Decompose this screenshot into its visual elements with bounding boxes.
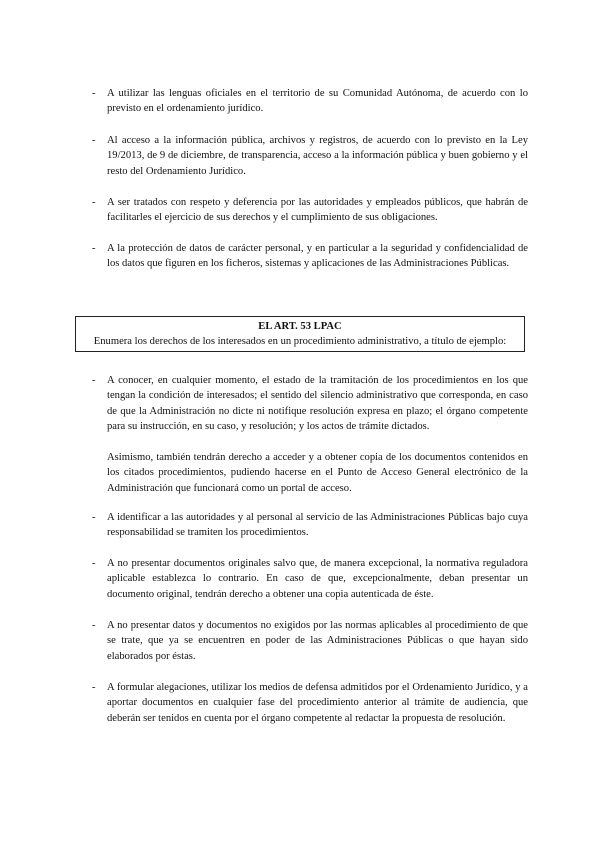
list-item-text: A utilizar las lenguas oficiales en el territorio de su Comunidad Autónoma, de acuerdo con lo previsto en el ordenamiento jurídico. [107,88,528,115]
list-dash: - [92,558,96,569]
list-item-text: A la protección de datos de carácter personal, y en particular a la seguridad y confidencialidad de los datos que figuren en los ficheros, sistemas y aplicaciones de las Administraciones Públicas. [107,243,528,270]
list-item [92,373,528,435]
list-item [92,86,528,117]
list-item [92,241,528,272]
list-item-text: A formular alegaciones, utilizar los medios de defensa admitidos por el Ordenamiento Jurídico, y a aportar documentos en cualquier fase del procedimiento anterior al trámite de audiencia, que deberán ser tenidos en cuenta por el órgano competente al redactar la propuesta de resolución. [107,682,528,724]
list-dash: - [92,243,96,254]
list-item [92,680,528,726]
list-dash: - [92,88,96,99]
list-dash: - [92,197,96,208]
list-dash: - [92,375,96,386]
list-item-text: A no presentar datos y documentos no exigidos por las normas aplicables al procedimiento de que se trate, que ya se encuentren en poder de las Administraciones Públicas o que hayan sido elaborados por éstas. [107,620,528,662]
list-item [92,133,528,179]
list-item [92,618,528,664]
list-item-text: Al acceso a la información pública, archivos y registros, de acuerdo con lo previsto en la Ley 19/2013, de 9 de diciembre, de transparencia, acceso a la información pública y buen gobierno y el resto del Ordenamiento Jurídico. [107,135,528,177]
article-heading-box [75,316,525,352]
list-dash: - [92,682,96,693]
article-title: EL ART. 53 LPAC [258,321,342,332]
list-dash: - [92,135,96,146]
list-item-continuation: Asimismo, también tendrán derecho a acceder y a obtener copia de los documentos contenidos en los citados procedimientos, pudiendo hacerse en el Punto de Acceso General electrónico de la Administración que funcionará como un portal de acceso. [107,452,528,494]
list-item [92,510,528,541]
article-description: Enumera los derechos de los interesados en un procedimiento administrativo, a título de ejemplo: [93,336,507,348]
list-item [92,195,528,226]
list-item-text: A no presentar documentos originales salvo que, de manera excepcional, la normativa reguladora aplicable establezca lo contrario. En caso de que, excepcionalmente, deban presentar un documento original, tendrán derecho a obtener una copia autenticada de éste. [107,558,528,600]
list-item [92,556,528,602]
list-item-text: A ser tratados con respeto y deferencia por las autoridades y empleados públicos, que habrán de facilitarles el ejercicio de sus derechos y el cumplimiento de sus obligaciones. [107,197,528,224]
list-dash: - [92,512,96,523]
list-dash: - [92,620,96,631]
list-item-text: A identificar a las autoridades y al personal al servicio de las Administraciones Públicas bajo cuya responsabilidad se tramiten los procedimientos. [107,512,528,539]
list-item-text: A conocer, en cualquier momento, el estado de la tramitación de los procedimientos en los que tengan la condición de interesados; el sentido del silencio administrativo que corresponda, en caso de que la Administración no dicte ni notifique resolución expresa en plazo; el órgano competente para su instrucción, en su caso, y resolución; y los actos de trámite dictados. [107,375,528,433]
